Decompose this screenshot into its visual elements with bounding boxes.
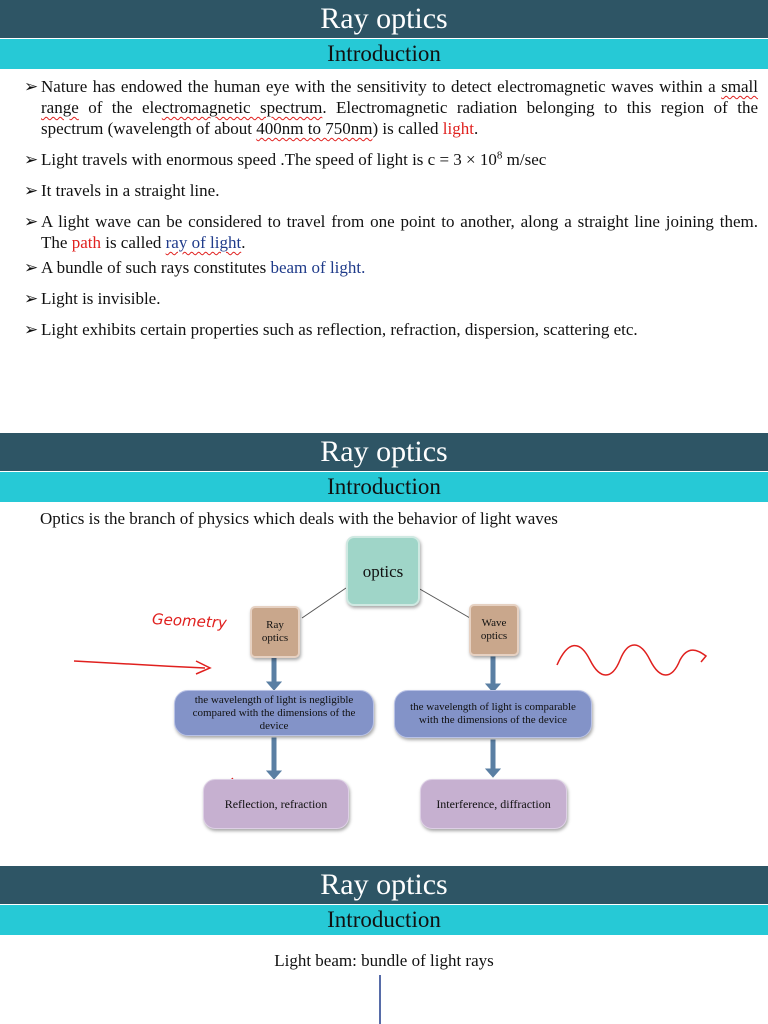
diagram-desc-ray: the wavelength of light is negligible compared with the dimensions of the device — [174, 690, 374, 736]
slide3-title: Ray optics — [0, 866, 768, 904]
small-range-text: small range — [41, 77, 759, 117]
arrow-bullet-icon: ➢ — [24, 181, 39, 200]
slide2-intro: Optics is the branch of physics which deals with the behavior of light waves — [40, 509, 558, 528]
diagram-result-wave: Interference, diffraction — [420, 779, 567, 829]
arrow-bullet-icon: ➢ — [24, 212, 39, 231]
bullet-7-text: Light exhibits certain properties such as reflection, refraction, dispersion, scattering etc. — [41, 320, 638, 339]
bullet-4-end: . — [241, 233, 246, 252]
bullet-5-text: A bundle of such rays constitutes — [41, 258, 267, 277]
bullet-2-unit: m/sec — [502, 150, 547, 169]
bullet-3-text: It travels in a straight line. — [41, 181, 220, 200]
slide2-title: Ray optics — [0, 433, 768, 471]
diagram-desc-wave: the wavelength of light is comparable with the dimensions of the device — [394, 690, 592, 738]
bullet-6-text: Light is invisible. — [41, 289, 161, 308]
ray-of-light-term: ray of light — [165, 233, 242, 252]
beam-of-light-term: beam of light. — [270, 258, 366, 277]
bullet-1-text-3: . Electromagnetic radiation belonging to this region of the spectrum (wavelength of about — [41, 98, 758, 138]
diagram-result-ray: Reflection, refraction — [203, 779, 349, 829]
arrow-bullet-icon: ➢ — [24, 77, 39, 96]
arrow-bullet-icon: ➢ — [24, 289, 39, 308]
slide1-title: Ray optics — [0, 0, 768, 38]
slide2-subtitle: Introduction — [0, 472, 768, 502]
bullet-4-text-2: is called — [105, 233, 162, 252]
handwritten-geometry-note: Geometry — [151, 610, 228, 632]
slide1-subtitle: Introduction — [0, 39, 768, 69]
slide3-subtitle: Introduction — [0, 905, 768, 935]
arrow-bullet-icon: ➢ — [24, 258, 39, 277]
bullet-2-text: Light travels with enormous speed .The speed of light is c = 3 × 10 — [41, 150, 497, 169]
bullet-1-text-2: of the ele — [88, 98, 162, 117]
bullet-1-end: . — [473, 119, 479, 138]
spectrum-text: ctromagnetic spectrum — [161, 98, 323, 117]
bullet-1-text-4: ) is called — [372, 119, 439, 138]
path-term: path — [71, 233, 101, 252]
light-term: light — [442, 119, 474, 138]
arrow-bullet-icon: ➢ — [24, 150, 39, 169]
diagram-root-optics: optics — [346, 536, 420, 606]
bullet-4-text: A light wave can be considered to travel from one point to another, along a straight line joining them. The — [41, 212, 758, 252]
diagram-node-wave-optics: Wave optics — [469, 604, 519, 656]
arrow-bullet-icon: ➢ — [24, 320, 39, 339]
exponent: 8 — [496, 149, 503, 162]
bullet-1-text: Nature has endowed the human eye with the sensitivity to detect electromagnetic waves within a — [41, 77, 716, 96]
slide3-text: Light beam: bundle of light rays — [274, 951, 494, 970]
wavelength-range-text: 400nm to 750nm — [256, 119, 373, 138]
diagram-node-ray-optics: Ray optics — [250, 606, 300, 658]
